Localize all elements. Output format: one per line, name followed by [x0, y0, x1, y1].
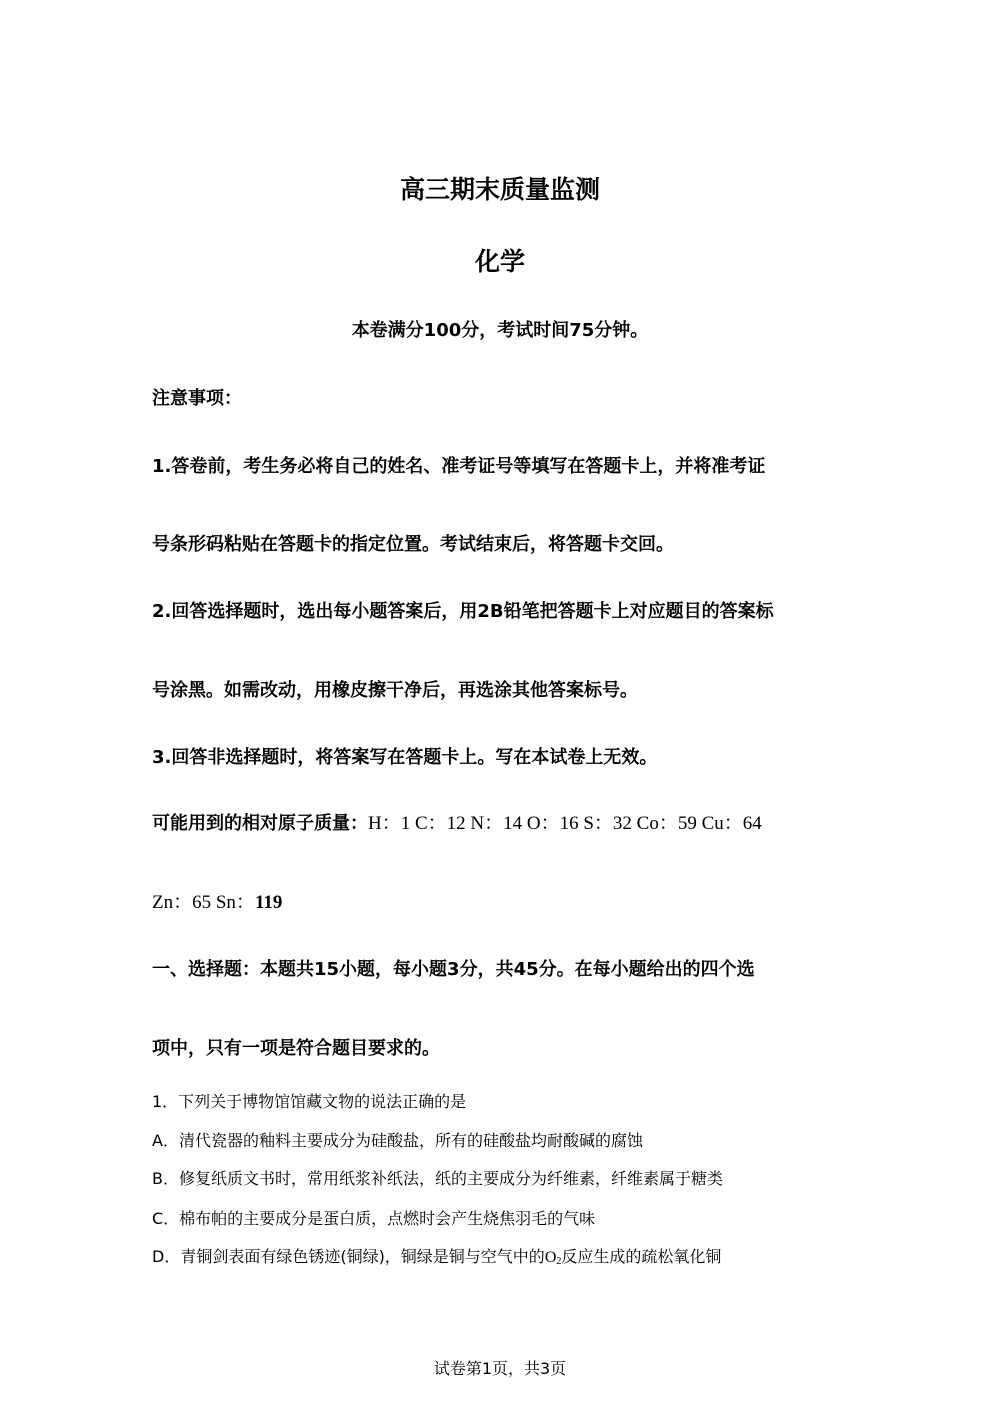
option-d-text-post: 反应生成的疏松氧化铜: [561, 1247, 722, 1266]
exam-info: 本卷满分100分，考试时间75分钟。: [351, 320, 649, 341]
notice-item-3: 3.回答非选择题时，将答案写在答题卡上。写在本试卷上无效。: [152, 747, 658, 768]
question-1-option-a: A．清代瓷器的釉料主要成分为硅酸盐，所有的硅酸盐均耐酸碱的腐蚀: [152, 1131, 643, 1150]
atomic-mass-values-2: Zn：65 Sn：: [152, 892, 255, 913]
question-1-stem: 1．下列关于博物馆馆藏文物的说法正确的是: [152, 1092, 467, 1111]
page-footer: 试卷第1页，共3页: [433, 1359, 567, 1378]
option-d-formula-subscript: 2: [556, 1256, 562, 1267]
question-1-option-d: [152, 1244, 721, 1267]
question-1-option-b: B．修复纸质文书时，常用纸浆补纸法，纸的主要成分为纤维素，纤维素属于糖类: [152, 1169, 723, 1188]
notice-item-2-line-1: 2.回答选择题时，选出每小题答案后，用2B铅笔把答题卡上对应题目的答案标: [152, 601, 774, 622]
section-1-heading-line-1: 一、选择题：本题共15小题，每小题3分，共45分。在每小题给出的四个选: [152, 959, 755, 980]
option-d-text-pre: D．青铜剑表面有绿色锈迹(铜绿)，铜绿是铜与空气中的: [152, 1247, 545, 1266]
atomic-mass-values: H：1 C：12 N：14 O：16 S：32 Co：59 Cu：64: [368, 813, 762, 834]
exam-subject: 化学: [474, 247, 525, 276]
option-d-formula: O: [544, 1249, 557, 1266]
notice-item-1-line-1: 1.答卷前，考生务必将自己的姓名、准考证号等填写在答题卡上，并将准考证: [152, 456, 766, 477]
section-1-heading-line-2: 项中，只有一项是符合题目要求的。: [152, 1038, 440, 1059]
atomic-mass-line-1: [152, 808, 762, 835]
exam-title: 高三期末质量监测: [399, 175, 600, 204]
question-1-option-c: C．棉布帕的主要成分是蛋白质，点燃时会产生烧焦羽毛的气味: [152, 1209, 596, 1228]
notice-item-1-line-2: 号条形码粘贴在答题卡的指定位置。考试结束后，将答题卡交回。: [152, 534, 674, 555]
atomic-mass-line-2: [152, 887, 282, 914]
notice-heading: 注意事项：: [152, 388, 242, 409]
notice-item-2-line-2: 号涂黑。如需改动，用橡皮擦干净后，再选涂其他答案标号。: [152, 680, 638, 701]
atomic-mass-label: 可能用到的相对原子质量：: [152, 813, 368, 834]
atomic-mass-sn-value: 119: [254, 892, 283, 913]
